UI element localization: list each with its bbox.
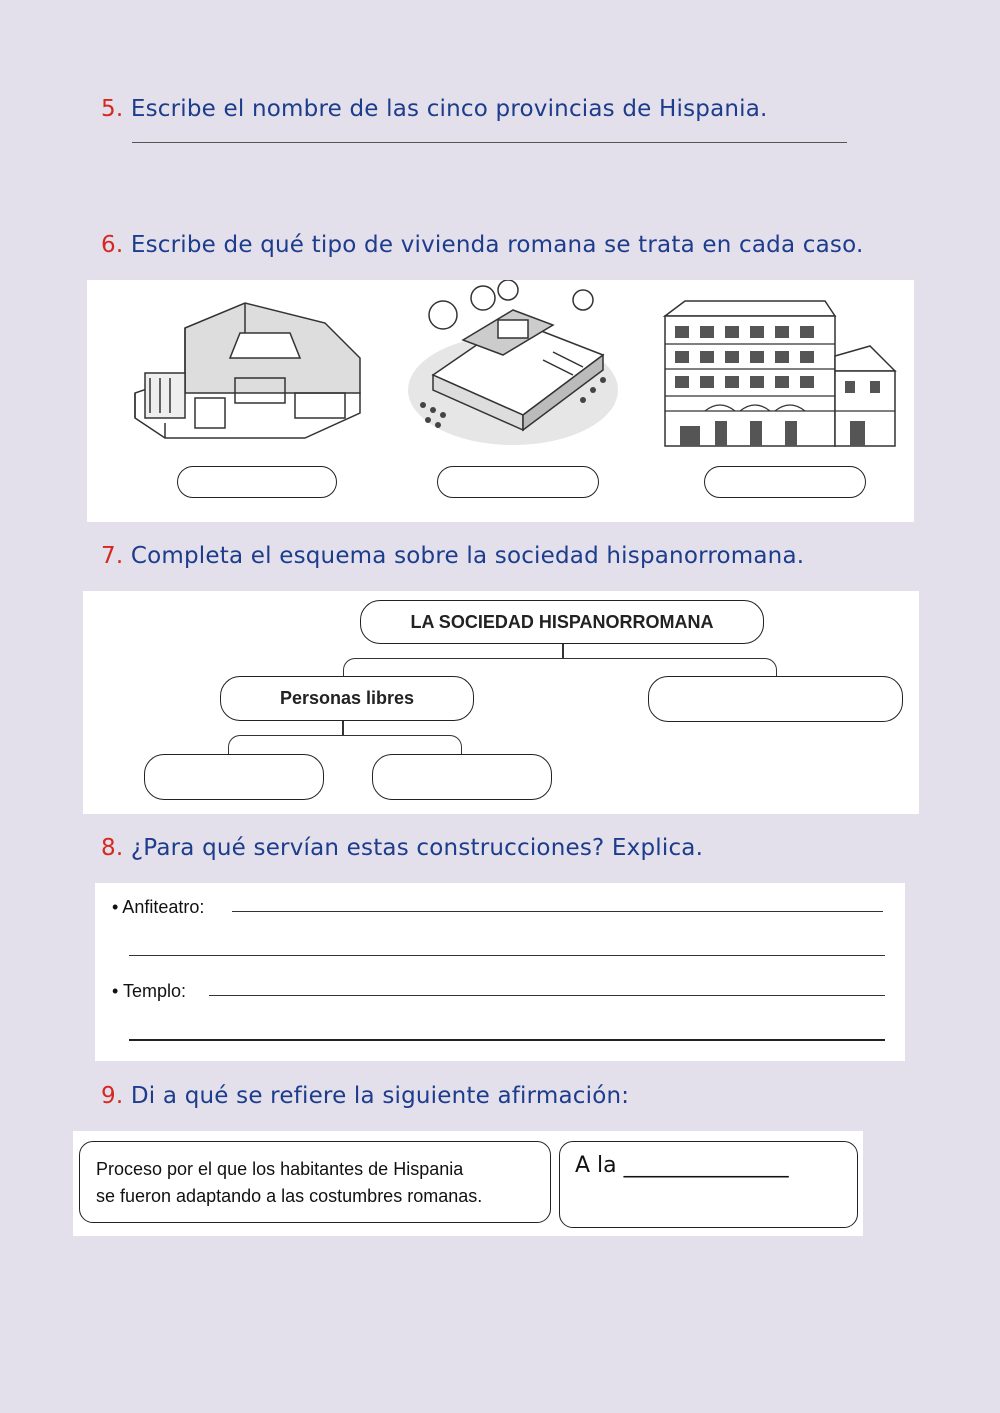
templo-label: • Templo: — [112, 981, 187, 1001]
question-number: 6. — [101, 232, 124, 258]
constructions-panel — [95, 883, 905, 1061]
society-scheme-panel — [83, 591, 919, 814]
statement-line-1: Proceso por el que los habitantes de Hispania — [96, 1159, 464, 1179]
templo-answer-line-1[interactable] — [209, 995, 885, 996]
question-5 — [101, 96, 768, 122]
statement-box — [79, 1141, 551, 1223]
question-text: Escribe el nombre de las cinco provincias de Hispania. — [130, 96, 768, 122]
villa-illustration-icon — [403, 280, 618, 450]
scheme-branch-free-persons: Personas libres — [220, 676, 474, 721]
scheme-answer-box-bottom-left[interactable] — [144, 754, 324, 800]
scheme-answer-box-bottom-right[interactable] — [372, 754, 552, 800]
anfiteatro-answer-line-2[interactable] — [129, 955, 885, 956]
question-8 — [101, 835, 703, 861]
insula-illustration-icon — [655, 296, 900, 451]
scheme-answer-box-right[interactable] — [648, 676, 903, 722]
housing-answer-box-2[interactable] — [437, 466, 599, 498]
question-number: 8. — [101, 835, 124, 861]
templo-answer-line-2[interactable] — [129, 1039, 885, 1041]
question-7 — [101, 543, 804, 569]
connector — [343, 658, 777, 678]
answer-prefix: A la _______________ — [575, 1153, 789, 1178]
connector — [342, 721, 344, 736]
question-text: Di a qué se refiere la siguiente afirmación: — [130, 1083, 630, 1109]
housing-answer-box-3[interactable] — [704, 466, 866, 498]
statement-panel — [73, 1131, 863, 1236]
statement-text — [96, 1156, 482, 1210]
question-text: ¿Para qué servían estas construcciones? Explica. — [130, 835, 704, 861]
scheme-title-box: LA SOCIEDAD HISPANORROMANA — [360, 600, 764, 644]
housing-answer-box-1[interactable] — [177, 466, 337, 498]
statement-line-2: se fueron adaptando a las costumbres romanas. — [96, 1186, 483, 1206]
anfiteatro-label: • Anfiteatro: — [112, 897, 205, 917]
answer-box[interactable] — [559, 1141, 858, 1228]
domus-illustration-icon — [125, 298, 375, 453]
connector — [562, 644, 564, 659]
question-text: Completa el esquema sobre la sociedad hispanorromana. — [130, 543, 805, 569]
answer-line-q5[interactable] — [132, 142, 847, 143]
question-text: Escribe de qué tipo de vivienda romana se trata en cada caso. — [130, 232, 864, 258]
question-6 — [101, 232, 863, 258]
question-9 — [101, 1083, 629, 1109]
question-number: 9. — [101, 1083, 124, 1109]
anfiteatro-answer-line-1[interactable] — [232, 911, 883, 912]
question-number: 7. — [101, 543, 124, 569]
question-number: 5. — [101, 96, 124, 122]
housing-panel — [87, 280, 914, 522]
connector — [228, 735, 462, 755]
